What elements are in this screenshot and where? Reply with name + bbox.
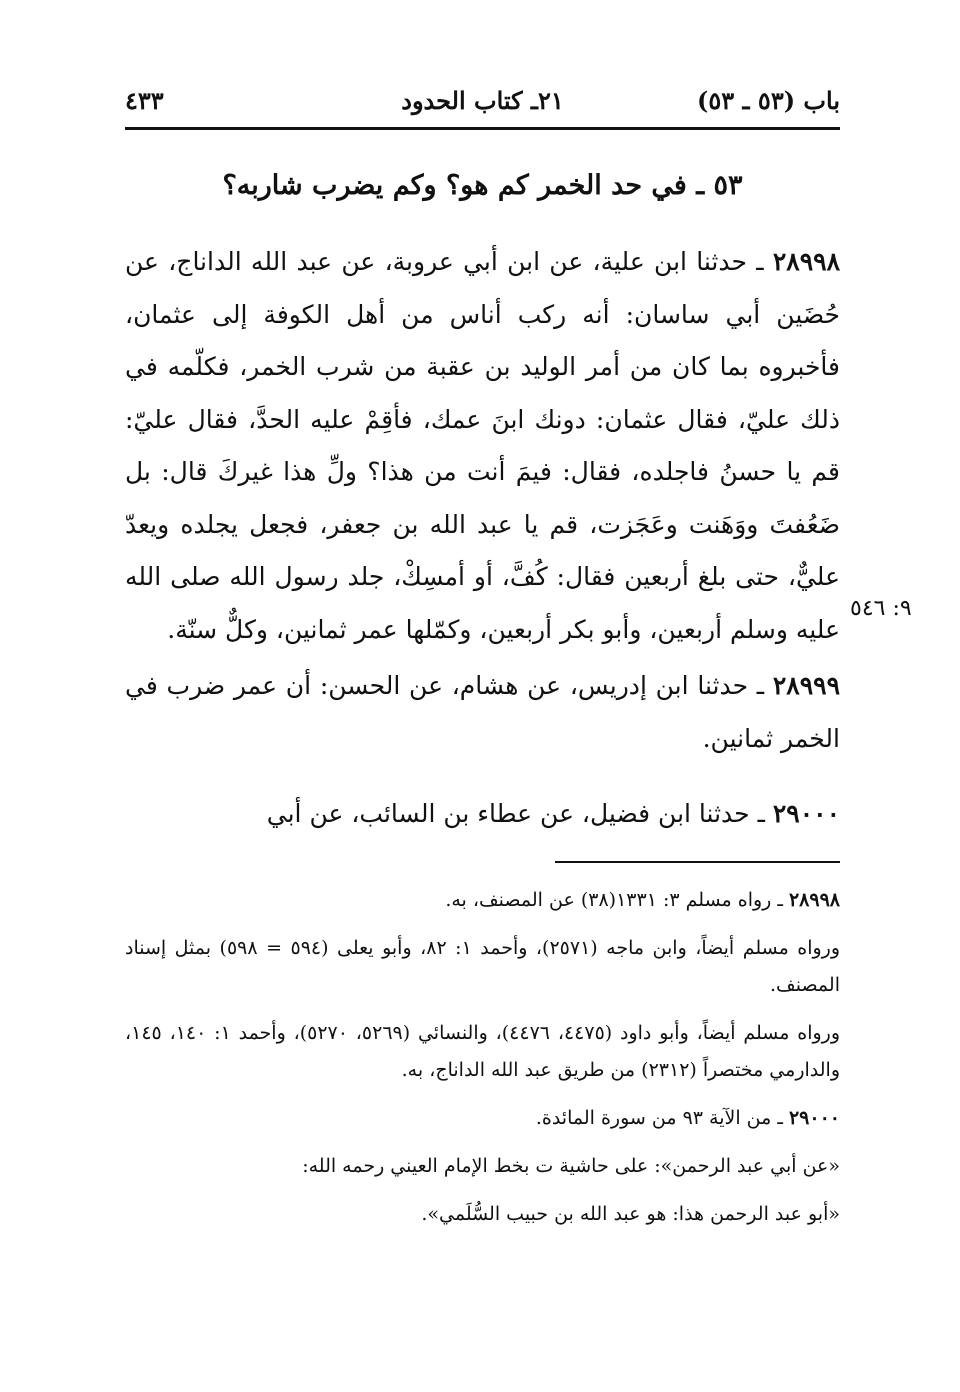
page-number: ٤٣٣ <box>125 86 164 115</box>
chapter-title: ٥٣ ـ في حد الخمر كم هو؟ وكم يضرب شاربه؟ <box>222 170 743 201</box>
margin-reference: ٩: ٥٤٦ <box>850 596 912 621</box>
footnote-text: «عن أبي عبد الرحمن»: على حاشية ت بخط الإمام العيني رحمه الله: <box>302 1155 840 1177</box>
footnote-text: ورواه مسلم أيضاً، وأبو داود (٤٤٧٥، ٤٤٧٦)، والنسائي (٥٢٦٩، ٥٢٧٠)، وأحمد ١: ١٤٠، ١٤٥، والدارمي مختصراً (٢٣١٢) من طريق عبد الله الداناج، به. <box>125 1022 840 1081</box>
footnote <box>125 882 840 919</box>
footnote <box>125 1196 840 1233</box>
book-title: ٢١ـ كتاب الحدود <box>401 86 564 115</box>
hadith-28998 <box>125 236 840 656</box>
running-header <box>125 86 840 126</box>
hadith-number: ٢٩٠٠٠ <box>772 799 840 828</box>
footnote <box>125 1100 840 1137</box>
footnote-number: ٢٩٠٠٠ <box>788 1107 840 1129</box>
chapter-range: باب (٥٣ ـ ٥٣) <box>697 86 840 115</box>
footnote <box>125 930 840 1004</box>
header-rule <box>125 127 840 130</box>
footnote-text: ـ رواه مسلم ٣: ١٣٣١(٣٨) عن المصنف، به. <box>445 889 789 911</box>
footnote <box>125 1015 840 1089</box>
footnote-separator <box>555 861 840 863</box>
footnote-number: ٢٨٩٩٨ <box>788 889 840 911</box>
hadith-text: ـ حدثنا ابن فضيل، عن عطاء بن السائب، عن أبي <box>266 799 773 828</box>
hadith-28999 <box>125 660 840 765</box>
hadith-number: ٢٨٩٩٩ <box>772 671 840 700</box>
footnote-text: «أبو عبد الرحمن هذا: هو عبد الله بن حبيب السُّلَمي». <box>421 1203 840 1225</box>
footnote-text: ورواه مسلم أيضاً، وابن ماجه (٢٥٧١)، وأحمد ١: ٨٢، وأبو يعلى (٥٩٤ = ٥٩٨) بمثل إسناد المصنف. <box>125 937 840 996</box>
footnote-text: ـ من الآية ٩٣ من سورة المائدة. <box>535 1107 789 1129</box>
hadith-text: ـ حدثنا ابن علية، عن ابن أبي عروبة، عن عبد الله الداناج، عن حُضَين أبي ساسان: أنه ركب أناس من أهل الكوفة إلى عثمان، فأخبروه بما كان من أمر الوليد بن عقبة من شرب الخمر، فكلّمه في ذلك عليّ، فقال عثمان: دونك ابنَ عمك، فأقِمْ عليه الحدَّ، فقال عليّ: قم يا حسنُ فاجلده، فقال: فيمَ أنت من هذا؟ ولِّ هذا غيركَ قال: بل ضَعُفتَ ووَهَنت وعَجَزت، قم يا عبد الله بن جعفر، فجعل يجلده ويعدّ عليٌّ، حتى بلغ أربعين فقال: كُفَّ، أو أمسِكْ، جلد رسول الله صلى الله عليه وسلم أربعين، وأبو بكر أربعين، وكمّلها عمر ثمانين، وكلٌّ سنّة. <box>125 247 840 644</box>
footnote <box>125 1148 840 1185</box>
hadith-text: ـ حدثنا ابن إدريس، عن هشام، عن الحسن: أن عمر ضرب في الخمر ثمانين. <box>125 671 840 753</box>
footnotes <box>125 882 840 1244</box>
hadith-number: ٢٨٩٩٨ <box>772 247 840 276</box>
hadith-29000 <box>125 788 840 841</box>
